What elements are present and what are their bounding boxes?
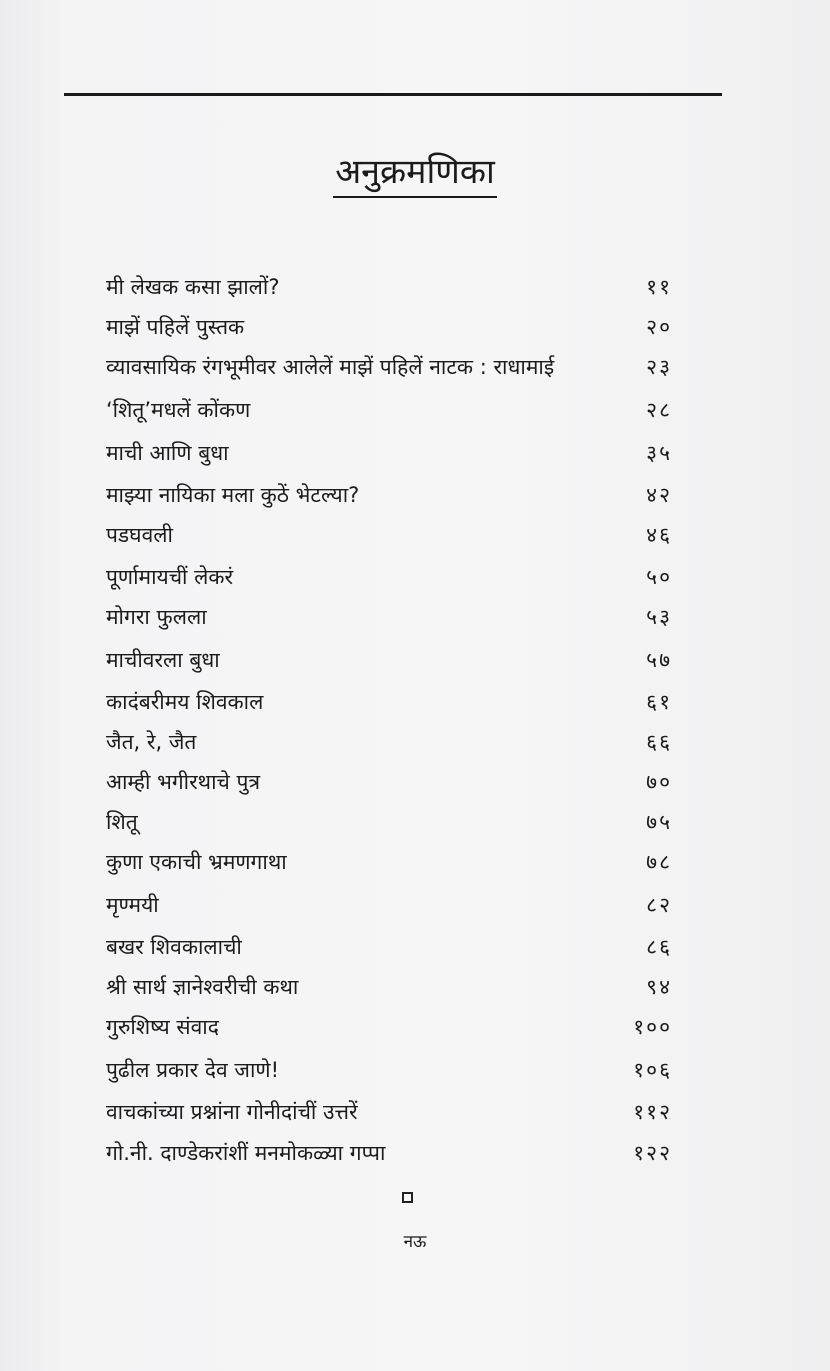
toc-entry-title: शितू: [106, 810, 138, 834]
toc-entry: [106, 727, 672, 763]
toc-entry-page: ४२: [646, 483, 672, 507]
toc-entry-title: गुरुशिष्य संवाद: [106, 1015, 219, 1039]
toc-entry-title: ‘शितू’मधलें कोंकण: [106, 398, 251, 422]
toc-entry: [106, 602, 672, 638]
toc-entry-title: पूर्णामायचीं लेकरं: [106, 565, 234, 589]
toc-entry: [106, 767, 672, 803]
toc-entry-page: ५०: [646, 565, 672, 589]
toc-entry-title: बखर शिवकालाची: [106, 935, 242, 959]
toc-entry-page: ११: [646, 275, 672, 299]
toc-entry-title: माझें पहिलें पुस्तक: [106, 315, 245, 339]
toc-entry-page: ७८: [646, 850, 672, 874]
toc-entry-title: पुढील प्रकार देव जाणे!: [106, 1058, 280, 1082]
toc-entry-page: ५७: [646, 648, 672, 672]
toc-entry-title: पडघवली: [106, 523, 173, 547]
toc-entry-title: माची आणि बुधा: [106, 441, 229, 465]
toc-entry-title: श्री सार्थ ज्ञानेश्वरीची कथा: [106, 975, 299, 999]
toc-entry-page: २०: [646, 315, 672, 339]
toc-entry-page: १०६: [633, 1058, 672, 1082]
toc-entry-page: ६१: [646, 690, 672, 714]
end-square-mark: [402, 1192, 413, 1203]
toc-entry: [106, 1138, 672, 1174]
toc-entry-page: ६६: [646, 730, 672, 754]
toc-entry: [106, 438, 672, 474]
toc-entry-title: आम्ही भगीरथाचे पुत्र: [106, 770, 261, 794]
toc-entry-title: जैत, रे, जैत: [106, 730, 197, 754]
toc-entry-title: माचीवरला बुधा: [106, 648, 220, 672]
toc-entry-page: १००: [633, 1015, 672, 1039]
toc-entry: [106, 972, 672, 1008]
toc-entry-page: १२२: [633, 1141, 672, 1165]
toc-entry-title: व्यावसायिक रंगभूमीवर आलेलें माझें पहिलें नाटक : राधामाई: [106, 355, 555, 379]
toc-entry: [106, 687, 672, 723]
toc-entry-page: ५३: [646, 605, 672, 629]
toc-entry: [106, 645, 672, 681]
toc-entry-title: मृण्मयी: [106, 893, 159, 917]
toc-entry-page: ७०: [646, 770, 672, 794]
toc-entry-page: २८: [646, 398, 672, 422]
toc-entry: [106, 312, 672, 348]
toc-entry: [106, 480, 672, 516]
toc-entry: [106, 1055, 672, 1091]
toc-entry: [106, 272, 672, 308]
toc-entry: [106, 890, 672, 926]
toc-entry: [106, 1012, 672, 1048]
toc-entry-title: माझ्या नायिका मला कुठें भेटल्या?: [106, 483, 360, 507]
toc-entry-page: ११२: [633, 1100, 672, 1124]
toc-entry: [106, 1097, 672, 1133]
page-number: नऊ: [403, 1232, 427, 1252]
toc-entry-page: ३५: [646, 441, 672, 465]
toc-entry: [106, 807, 672, 843]
toc-entry-title: कुणा एकाची भ्रमणगाथा: [106, 850, 287, 874]
toc-entry: [106, 520, 672, 556]
toc-entry: [106, 562, 672, 598]
toc-entry-page: २३: [646, 355, 672, 379]
toc-entry-page: ९४: [646, 975, 672, 999]
toc-entry: [106, 932, 672, 968]
toc-entry-title: मोगरा फुलला: [106, 605, 207, 629]
page-title-text: अनुक्रमणिका: [333, 150, 497, 198]
toc-entry-page: ८२: [646, 893, 672, 917]
toc-entry-page: ४६: [646, 523, 672, 547]
toc-entry: [106, 395, 672, 431]
toc-entry-title: वाचकांच्या प्रश्नांना गोनीदांचीं उत्तरें: [106, 1100, 358, 1124]
toc-entry: [106, 352, 672, 388]
toc-entry-page: ८६: [646, 935, 672, 959]
toc-entry: [106, 847, 672, 883]
toc-entry-title: मी लेखक कसा झालों?: [106, 275, 280, 299]
toc-entry-title: गो.नी. दाण्डेकरांशीं मनमोकळ्या गप्पा: [106, 1141, 386, 1165]
toc-entry-title: कादंबरीमय शिवकाल: [106, 690, 264, 714]
toc-entry-page: ७५: [646, 810, 672, 834]
